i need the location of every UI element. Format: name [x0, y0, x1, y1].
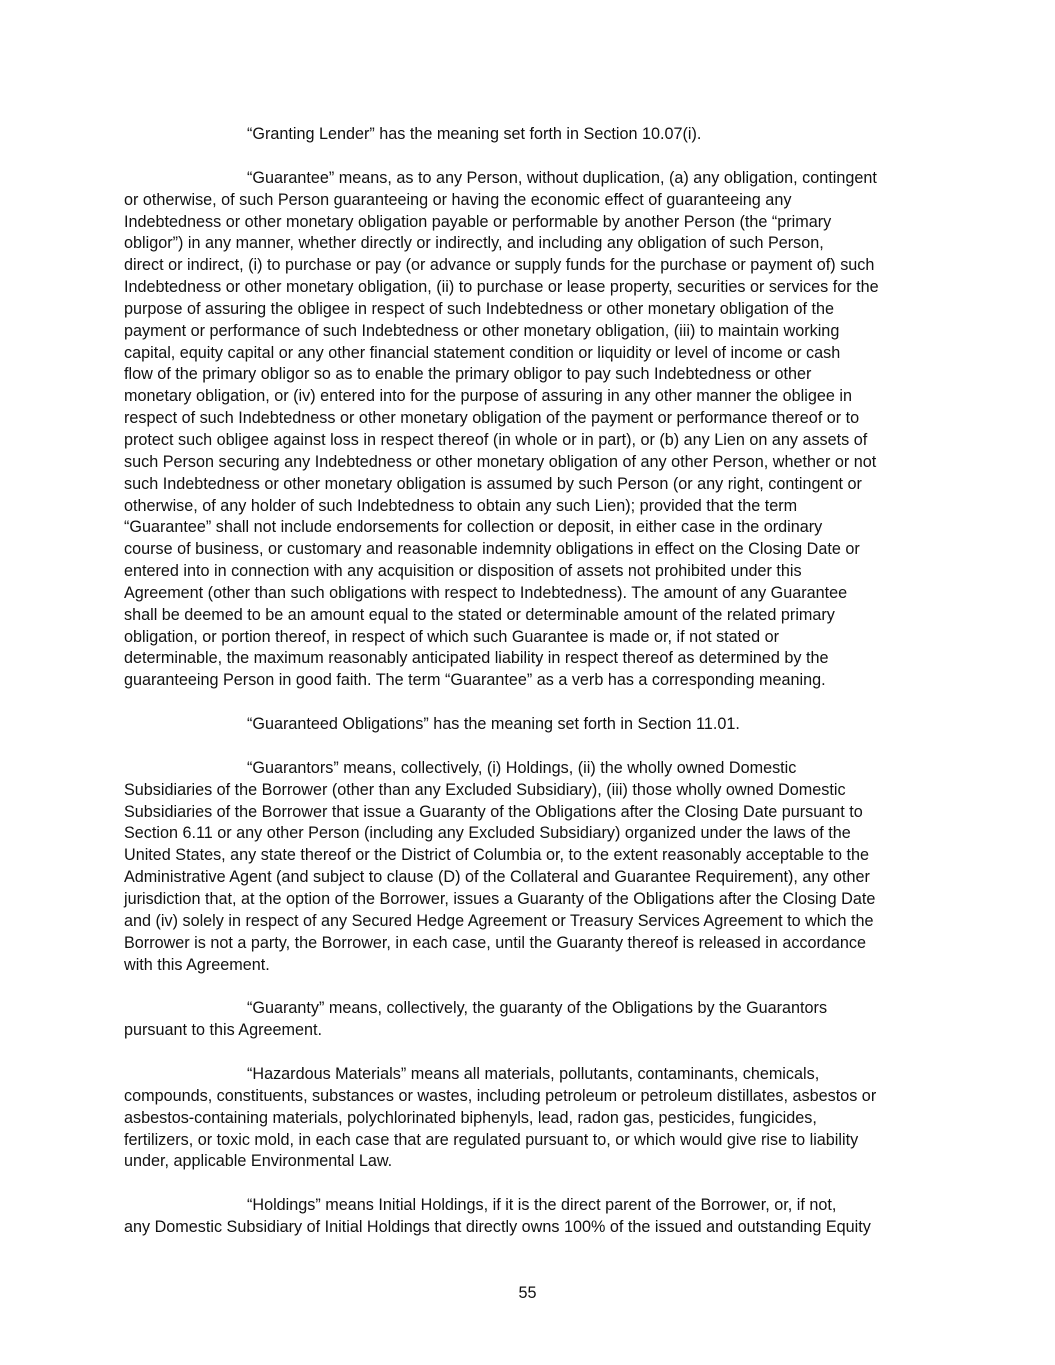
text-line: with this Agreement.: [124, 955, 270, 974]
text-line: guaranteeing Person in good faith. The term “Guarantee” as a verb has a corresponding meaning.: [124, 671, 826, 690]
text-line: jurisdiction that, at the option of the Borrower, issues a Guaranty of the Obligations after the Closing Date: [124, 890, 876, 908]
text-line: obligation, or portion thereof, in respect of which such Guarantee is made or, if not stated or: [124, 627, 780, 646]
text-line: Section 6.11 or any other Person (including any Excluded Subsidiary) organized under the laws of the: [124, 824, 851, 843]
text-line: payment or performance of such Indebtedness or other monetary obligation, (iii) to maintain working: [124, 321, 840, 340]
text-line: such Indebtedness or other monetary obligation is assumed by such Person (or any right, contingent or: [124, 474, 862, 493]
definition-paragraph: [124, 714, 936, 736]
text-line: any Domestic Subsidiary of Initial Holdings that directly owns 100% of the issued and outstanding Equity: [124, 1218, 871, 1237]
text-line: Subsidiaries of the Borrower (other than any Excluded Subsidiary), (iii) those wholly owned Domestic: [124, 780, 846, 799]
text-line: Indebtedness or other monetary obligation, (ii) to purchase or lease property, securities or services for the: [124, 278, 879, 297]
text-line: direct or indirect, (i) to purchase or pay (or advance or supply funds for the purchase or payment of) such: [124, 256, 875, 275]
text-line: “Guaranty” means, collectively, the guaranty of the Obligations by the Guarantors: [247, 999, 828, 1018]
text-line: and (iv) solely in respect of any Secured Hedge Agreement or Treasury Services Agreement to which the: [124, 911, 874, 930]
text-line: such Person securing any Indebtedness or other monetary obligation of any other Person, whether or not: [124, 452, 877, 471]
text-line: protect such obligee against loss in respect thereof (in whole or in part), or (b) any Lien on any assets of: [124, 430, 868, 449]
text-line: Indebtedness or other monetary obligation payable or performable by another Person (the “primary: [124, 212, 832, 231]
text-line: under, applicable Environmental Law.: [124, 1152, 393, 1171]
text-line: obligor”) in any manner, whether directly or indirectly, and including any obligation of such Person,: [124, 234, 824, 253]
text-line: Agreement (other than such obligations with respect to Indebtedness). The amount of any Guarantee: [124, 583, 848, 602]
text-line: fertilizers, or toxic mold, in each case that are regulated pursuant to, or which would give rise to liability: [124, 1130, 859, 1149]
definition-paragraph: [124, 758, 936, 976]
definition-paragraph: [124, 1064, 936, 1173]
text-line: monetary obligation, or (iv) entered into for the purpose of assuring in any other manner the obligee in: [124, 387, 852, 406]
text-line: “Holdings” means Initial Holdings, if it is the direct parent of the Borrower, or, if not,: [247, 1196, 837, 1215]
text-line: asbestos-containing materials, polychlorinated biphenyls, lead, radon gas, pesticides, fungicides,: [124, 1108, 817, 1127]
text-line: United States, any state thereof or the District of Columbia or, to the extent reasonably acceptable to the: [124, 846, 870, 865]
text-line: or otherwise, of such Person guaranteeing or having the economic effect of guaranteeing any: [124, 190, 792, 209]
definition-paragraph: [124, 168, 936, 692]
document-body: [124, 124, 936, 1261]
text-line: capital, equity capital or any other financial statement condition or liquidity or level of income or cash: [124, 343, 841, 362]
text-line: otherwise, of any holder of such Indebtedness to obtain any such Lien); provided that the term: [124, 496, 798, 515]
text-line: entered into in connection with any acquisition or disposition of assets not prohibited under this: [124, 562, 802, 581]
page-number: 55: [518, 1284, 537, 1302]
text-line: “Hazardous Materials” means all materials, pollutants, contaminants, chemicals,: [247, 1065, 820, 1084]
text-line: course of business, or customary and reasonable indemnity obligations in effect on the Closing Date or: [124, 540, 860, 559]
text-line: “Guarantee” means, as to any Person, without duplication, (a) any obligation, contingent: [247, 168, 877, 187]
definition-paragraph: [124, 998, 936, 1042]
text-line: purpose of assuring the obligee in respect of such Indebtedness or other monetary obligation of the: [124, 299, 835, 318]
text-line: determinable, the maximum reasonably anticipated liability in respect thereof as determined by the: [124, 649, 829, 668]
text-line: “Guarantors” means, collectively, (i) Holdings, (ii) the wholly owned Domestic: [247, 758, 797, 777]
text-line: flow of the primary obligor so as to enable the primary obligor to pay such Indebtedness or other: [124, 365, 812, 384]
definition-paragraph: [124, 1195, 936, 1239]
text-line: “Granting Lender” has the meaning set forth in Section 10.07(i).: [247, 125, 702, 143]
text-line: “Guarantee” shall not include endorsements for collection or deposit, in either case in the ordinary: [124, 518, 823, 537]
text-line: shall be deemed to be an amount equal to the stated or determinable amount of the related primary: [124, 605, 835, 624]
text-line: compounds, constituents, substances or wastes, including petroleum or petroleum distillates, asbestos or: [124, 1086, 877, 1105]
definition-paragraph: [124, 124, 936, 146]
text-line: Borrower is not a party, the Borrower, in each case, until the Guaranty thereof is released in accordance: [124, 933, 867, 952]
text-line: respect of such Indebtedness or other monetary obligation of the payment or performance thereof or to: [124, 409, 860, 428]
text-line: Administrative Agent (and subject to clause (D) of the Collateral and Guarantee Requirement), any other: [124, 868, 870, 887]
text-line: “Guaranteed Obligations” has the meaning set forth in Section 11.01.: [247, 715, 740, 734]
text-line: Subsidiaries of the Borrower that issue a Guaranty of the Obligations after the Closing Date pursuant to: [124, 802, 863, 821]
text-line: pursuant to this Agreement.: [124, 1021, 322, 1040]
